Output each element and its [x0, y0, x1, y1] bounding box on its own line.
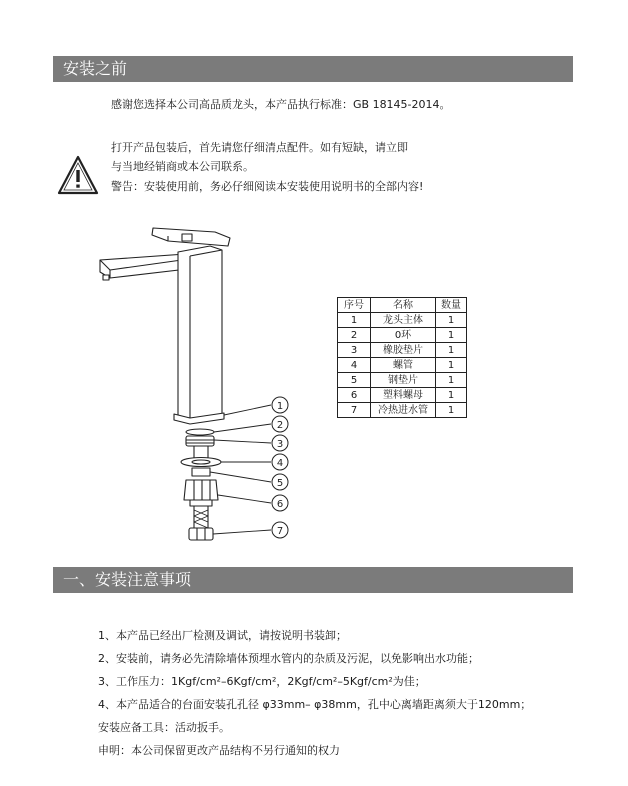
note-item-2: 2、安装前，请务必先清除墙体预埋水管内的杂质及污泥，以免影响出水功能； — [98, 652, 479, 665]
table-row — [338, 328, 467, 343]
table-row — [338, 343, 467, 358]
col-header-name: 名称 — [371, 298, 436, 313]
cell-index: 5 — [338, 373, 371, 388]
intro-thanks: 感谢您选择本公司高品质龙头，本产品执行标准：GB 18145-2014。 — [111, 98, 451, 111]
table-row — [338, 373, 467, 388]
callout-3: 3 — [276, 439, 284, 450]
cell-qty: 1 — [436, 373, 467, 388]
cell-qty: 1 — [436, 313, 467, 328]
note-item-4: 4、本产品适合的台面安装孔孔径 φ33mm– φ38mm，孔中心离墙距离须大于120mm； — [98, 698, 532, 711]
table-row — [338, 403, 467, 418]
callout-6: 6 — [276, 499, 284, 510]
intro-check-line-1: 打开产品包装后，首先请您仔细清点配件。如有短缺，请立即 — [111, 141, 408, 154]
intro-check-line-2: 与当地经销商或本公司联系。 — [111, 160, 254, 173]
cell-qty: 1 — [436, 403, 467, 418]
note-tools: 安装应备工具：活动扳手。 — [98, 721, 230, 734]
cell-index: 2 — [338, 328, 371, 343]
intro-warning: 警告：安装使用前，务必仔细阅读本安装使用说明书的全部内容! — [111, 180, 424, 193]
cell-name: 塑料螺母 — [371, 388, 436, 403]
cell-name: 钢垫片 — [371, 373, 436, 388]
cell-index: 6 — [338, 388, 371, 403]
col-header-index: 序号 — [338, 298, 371, 313]
note-item-1: 1、本产品已经出厂检测及调试，请按说明书装卸； — [98, 629, 347, 642]
table-row — [338, 313, 467, 328]
callout-4: 4 — [276, 458, 284, 469]
table-row — [338, 358, 467, 373]
cell-qty: 1 — [436, 358, 467, 373]
section-title-before-install: 安装之前 — [53, 56, 573, 82]
section-title-install-notes: 一、安装注意事项 — [53, 567, 573, 593]
faucet-exploded-diagram — [90, 210, 320, 550]
cell-qty: 1 — [436, 328, 467, 343]
cell-index: 4 — [338, 358, 371, 373]
cell-name: 橡胶垫片 — [371, 343, 436, 358]
cell-name: 螺管 — [371, 358, 436, 373]
cell-qty: 1 — [436, 388, 467, 403]
cell-name: 冷热进水管 — [371, 403, 436, 418]
callout-7: 7 — [276, 526, 284, 537]
parts-table — [337, 297, 467, 418]
note-item-3: 3、工作压力：1Kgf/cm²–6Kgf/cm²，2Kgf/cm²–5Kgf/cm²为佳； — [98, 675, 426, 688]
callout-2: 2 — [276, 420, 284, 431]
cell-name: 0环 — [371, 328, 436, 343]
cell-index: 3 — [338, 343, 371, 358]
note-statement: 申明：本公司保留更改产品结构不另行通知的权力 — [98, 744, 340, 757]
col-header-qty: 数量 — [436, 298, 467, 313]
cell-qty: 1 — [436, 343, 467, 358]
cell-index: 7 — [338, 403, 371, 418]
callout-5: 5 — [276, 478, 284, 489]
callout-1: 1 — [276, 401, 284, 412]
cell-index: 1 — [338, 313, 371, 328]
parts-table-header — [338, 298, 467, 313]
table-row — [338, 388, 467, 403]
cell-name: 龙头主体 — [371, 313, 436, 328]
warning-triangle-icon — [56, 154, 100, 196]
